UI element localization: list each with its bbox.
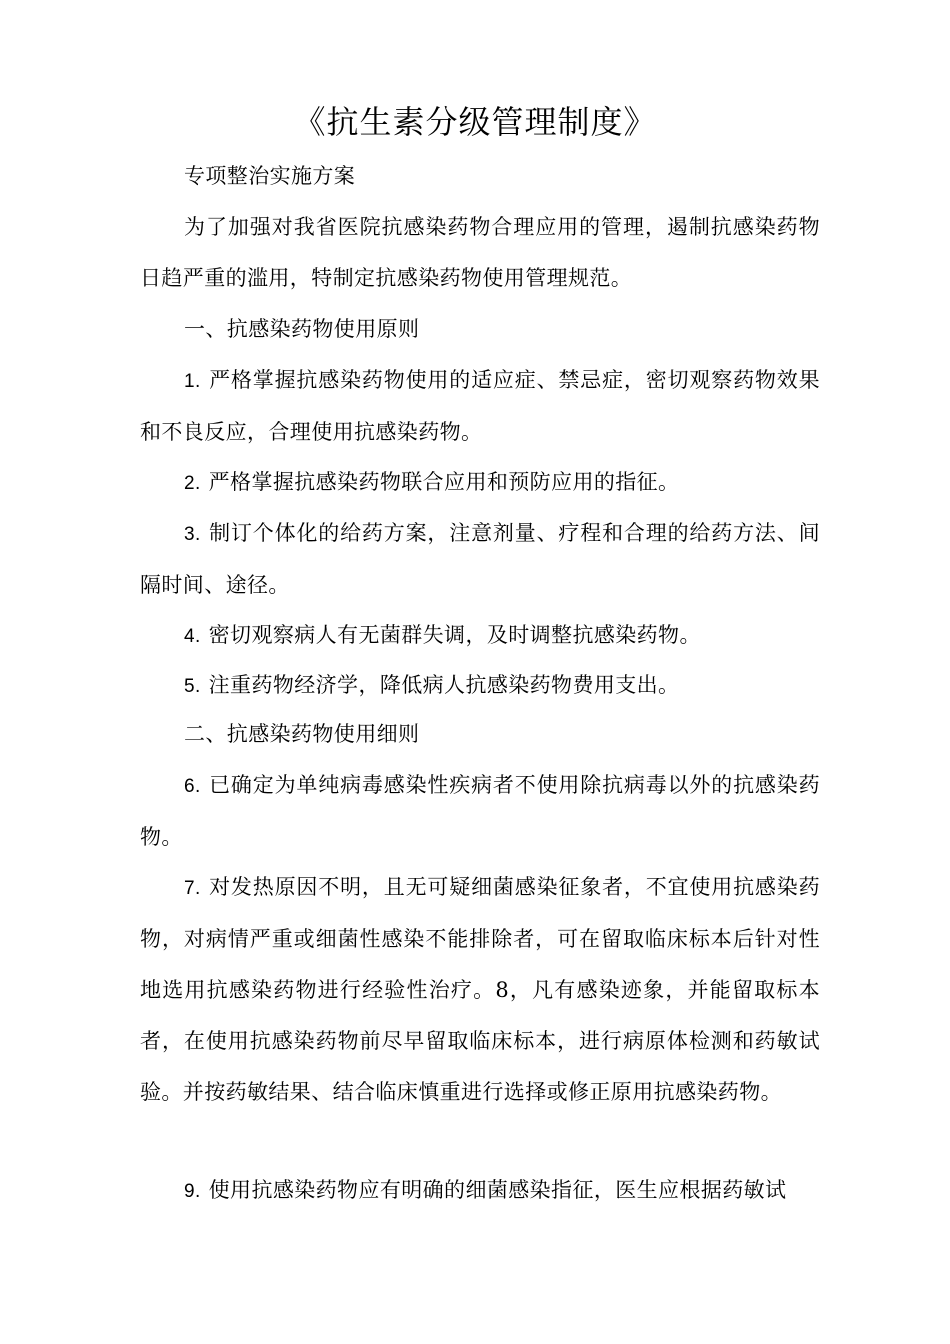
list-item <box>140 760 820 863</box>
item-text: 严格掌握抗感染药物联合应用和预防应用的指征。 <box>208 470 680 494</box>
list-item <box>140 610 820 662</box>
list-item <box>140 508 820 611</box>
item-number: 6. <box>184 776 201 797</box>
item-number: 9. <box>184 1181 201 1202</box>
list-item <box>140 355 820 458</box>
item-text: 严格掌握抗感染药物使用的适应症、禁忌症，密切观察药物效果和不良反应，合理使用抗感染药物。 <box>140 368 820 444</box>
section-heading-principles: 一、抗感染药物使用原则 <box>184 317 420 341</box>
document-subtitle: 专项整治实施方案 <box>184 164 356 188</box>
document-title: 《抗生素分级管理制度》 <box>293 103 657 141</box>
item-text: 制订个体化的给药方案，注意剂量、疗程和合理的给药方法、间隔时间、途径。 <box>140 521 820 597</box>
list-item <box>140 862 820 1118</box>
item-text: 使用抗感染药物应有明确的细菌感染指征，医生应根据药敏试 <box>208 1178 787 1202</box>
item-number: 7. <box>184 878 201 899</box>
item-text: 已确定为单纯病毒感染性疾病者不使用除抗病毒以外的抗感染药物。 <box>140 773 820 849</box>
intro-paragraph: 为了加强对我省医院抗感染药物合理应用的管理，遏制抗感染药物日趋严重的滥用，特制定抗感染药物使用管理规范。 <box>140 215 820 290</box>
section-heading-rules: 二、抗感染药物使用细则 <box>184 722 420 746</box>
item-text: 对发热原因不明，且无可疑细菌感染征象者，不宜使用抗感染药物，对病情严重或细菌性感染不能排除者，可在留取临床标本后针对性地选用抗感染药物进行经验性治疗。8，凡有感染迹象，并能留取标本者，在使用抗感染药物前尽早留取临床标本，进行病原体检测和药敏试验。并按药敏结果、结合临床慎重进行选择或修正原用抗感染药物。 <box>140 875 820 1104</box>
item-number: 3. <box>184 524 201 545</box>
list-item <box>140 1165 820 1217</box>
item-text: 密切观察病人有无菌群失调，及时调整抗感染药物。 <box>208 623 701 647</box>
list-item <box>140 660 820 712</box>
item-number: 5. <box>184 676 201 697</box>
list-item <box>140 457 820 509</box>
item-number: 1. <box>184 371 201 392</box>
item-number: 4. <box>184 626 201 647</box>
item-text: 注重药物经济学，降低病人抗感染药物费用支出。 <box>208 673 680 697</box>
item-number: 2. <box>184 473 201 494</box>
